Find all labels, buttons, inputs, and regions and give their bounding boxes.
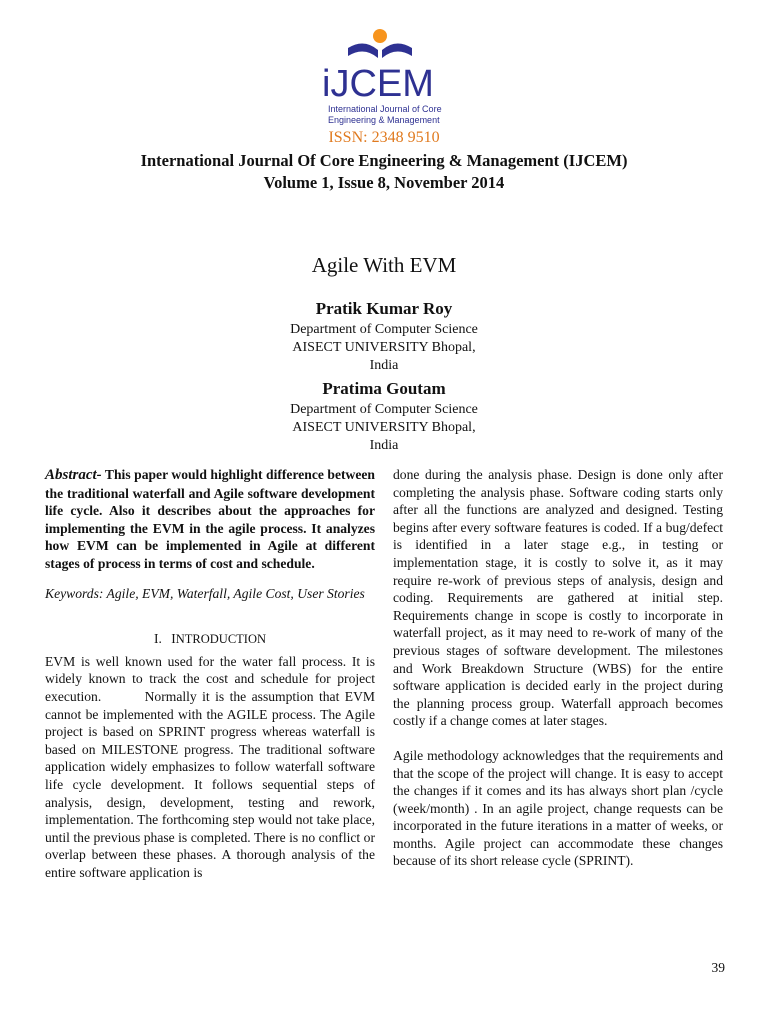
logo-subtitle-line1: International Journal of Core (328, 104, 442, 114)
logo-sun-icon (373, 29, 387, 43)
section-title-rest: NTRODUCTION (175, 632, 267, 647)
abstract (45, 466, 375, 573)
page-number: 39 (711, 960, 725, 975)
abstract-label: Abstract- (45, 467, 102, 483)
body-paragraph-2: Agile methodology acknowledges that the requirements and that the scope of the project will change. It is easy to accept the changes if it comes and its has always short plan /cycle (week/month) . In an agile project, change requests can be incorporated in the future iterations in a matter of weeks, or months. Agile project can accommodate these changes because of its short release cycle (SPRINT). (393, 747, 723, 869)
left-column (45, 466, 379, 881)
abstract-text: This paper would highlight difference between the traditional waterfall and Agile software development life cycle. Also it describes about the approaches for implementing the EVM in the agile process. It analyzes how EVM can be implemented in Agile at different stages of process in terms of cost and schedule. (45, 467, 375, 571)
author-country: India (369, 358, 399, 373)
author-name: Pratik Kumar Roy (315, 299, 453, 318)
journal-volume: Volume 1, Issue 8, November 2014 (263, 173, 505, 192)
keywords: Keywords: Agile, EVM, Waterfall, Agile Cost, User Stories (45, 585, 365, 601)
logo-subtitle-line2: Engineering & Management (328, 115, 440, 125)
author-2 (0, 377, 768, 455)
body-paragraph-1: done during the analysis phase. Design is done only after completing the analysis phase. Software coding starts only after all the functions are analyzed and designed. Testing begins after every software features is coded. If a bug/defect is identified in a later stage e.g., in testing or implementation stage, it is costly to solve it, as it may require re-work of previous steps of analysis, design and coding. Requirements are gathered at initial step. Requirements change in scope is costly to incorporate in waterfall project, as it may need to re-work of many of the previous stages of software development. The milestones and Work Breakdown Structure (WBS) for the entire software application is decided early in the project during the planning process group. Waterfall approach becomes costly if a change comes at later stages. (393, 467, 723, 729)
journal-header (0, 150, 768, 194)
author-university: AISECT UNIVERSITY Bhopal, (292, 340, 476, 355)
logo-book-right-icon (382, 43, 412, 58)
introduction-paragraph: EVM is well known used for the water fall process. It is widely known to track the cost and schedule for project execution. Normally it is the assumption that EVM cannot be implemented with the AGILE process. The Agile project is based on SPRINT progress whereas waterfall is based on MILESTONE progress. The traditional software application widely emphasizes to follow waterfall software life cycle development. It follows sequential steps of analysis, design, development, testing and rework, implementation. The forthcoming step would not take place, until the previous phase is completed. There is no conflict or overlap between these phases. A thorough analysis of the entire software application is (45, 653, 379, 880)
paper-title: Agile With EVM (311, 253, 457, 277)
author-university: AISECT UNIVERSITY Bhopal, (292, 420, 476, 435)
logo-book-left-icon (348, 43, 378, 58)
section-number: I. (153, 631, 162, 647)
journal-logo (318, 26, 458, 138)
section-heading-introduction (45, 630, 375, 649)
author-list (0, 297, 768, 455)
right-column (393, 466, 723, 870)
author-name: Pratima Goutam (322, 379, 446, 398)
logo-wordmark: iJCEM (322, 63, 434, 105)
author-country: India (369, 438, 399, 453)
journal-name: International Journal Of Core Engineering & Management (IJCEM) (140, 151, 628, 170)
author-department: Department of Computer Science (290, 402, 478, 417)
issn: ISSN: 2348 9510 (328, 129, 440, 146)
section-initial: I (171, 631, 176, 647)
author-1 (0, 297, 768, 375)
author-department: Department of Computer Science (290, 322, 478, 337)
